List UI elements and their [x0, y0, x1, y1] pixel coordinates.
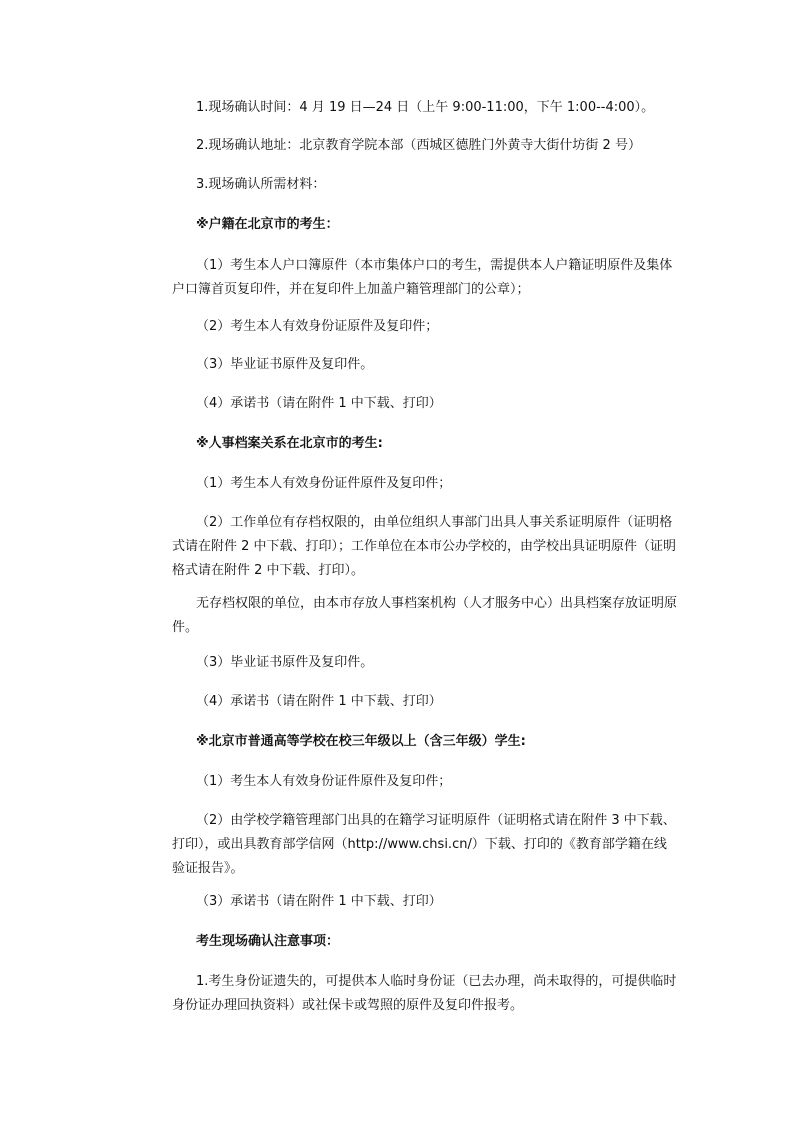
section-heading-personnel: ※人事档案关系在北京市的考生:: [196, 436, 383, 451]
paragraph-students-2: （2）由学校学籍管理部门出具的在籍学习证明原件（证明格式请在附件 3 中下载、打印），或出具教育部学信网（http://www.chsi.cn/）下载、打印的《教育部学籍在线验证报告》。: [172, 813, 676, 876]
paragraph-household-2: （2）考生本人有效身份证原件及复印件；: [196, 319, 439, 334]
paragraph-personnel-1: （1）考生本人有效身份证件原件及复印件；: [196, 476, 452, 491]
section-heading-notes: 考生现场确认注意事项：: [196, 934, 340, 949]
paragraph-students-3: （3）承诺书（请在附件 1 中下载、打印）: [196, 894, 442, 909]
paragraph-notes-1: 1.考生身份证遗失的，可提供本人临时身份证（已去办理，尚未取得的，可提供临时身份证办理回执资料）或社保卡或驾照的原件及复印件报考。: [172, 974, 677, 1013]
paragraph-personnel-4: （4）承诺书（请在附件 1 中下载、打印）: [196, 694, 442, 709]
paragraph-household-4: （4）承诺书（请在附件 1 中下载、打印）: [196, 396, 442, 411]
paragraph-personnel-2: （2）工作单位有存档权限的，由单位组织人事部门出具人事关系证明原件（证明格式请在附件 2 中下载、打印）；工作单位在本市公办学校的，由学校出具证明原件（证明格式请在附件 2 中下载、打印）。: [172, 515, 677, 578]
paragraph-confirm-time: 1.现场确认时间：4 月 19 日—24 日（上午 9:00-11:00，下午 1:00--4:00）。: [196, 100, 655, 115]
section-heading-household: ※户籍在北京市的考生：: [196, 217, 339, 232]
paragraph-household-3: （3）毕业证书原件及复印件。: [196, 357, 374, 372]
paragraph-materials-heading: 3.现场确认所需材料：: [196, 177, 326, 192]
paragraph-confirm-address: 2.现场确认地址：北京教育学院本部（西城区德胜门外黄寺大街什坊街 2 号）: [196, 138, 641, 153]
paragraph-students-1: （1）考生本人有效身份证件原件及复印件；: [196, 774, 452, 789]
paragraph-personnel-3: （3）毕业证书原件及复印件。: [196, 655, 374, 670]
paragraph-household-1: （1）考生本人户口簿原件（本市集体户口的考生，需提供本人户籍证明原件及集体户口簿首页复印件，并在复印件上加盖户籍管理部门的公章）；: [172, 258, 673, 297]
section-heading-students: ※北京市普通高等学校在校三年级以上（含三年级）学生:: [196, 734, 526, 749]
paragraph-personnel-no-archive: 无存档权限的单位，由本市存放人事档案机构（人才服务中心）出具档案存放证明原件。: [172, 596, 678, 635]
